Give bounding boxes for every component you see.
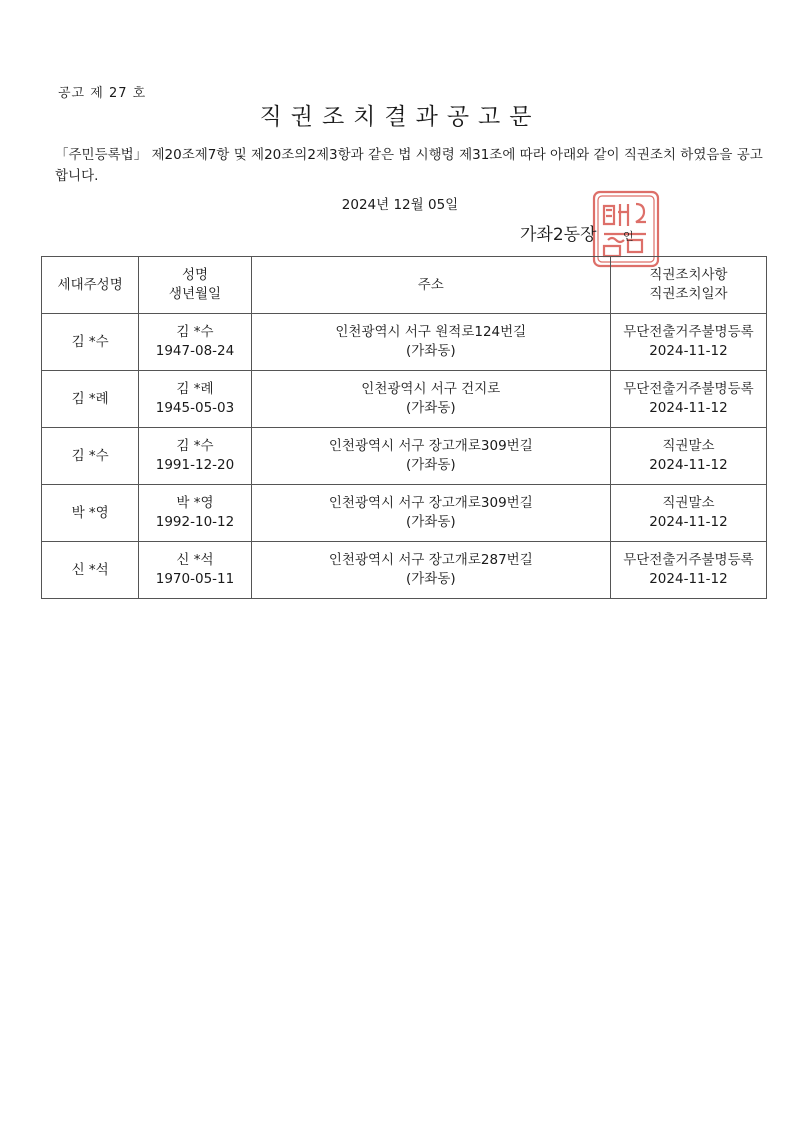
address-district: (가좌동)	[405, 343, 456, 359]
household-head-name: 김 *수	[71, 333, 109, 350]
address-district: (가좌동)	[405, 514, 456, 530]
name-birthdate-cell	[139, 485, 251, 542]
household-head-name: 김 *수	[71, 447, 109, 464]
person-birthdate: 1945-05-03	[155, 400, 235, 416]
table-body	[42, 314, 767, 599]
address-line: 인천광역시 서구 장고개로309번길	[328, 438, 533, 454]
table-row	[42, 485, 767, 542]
address-line: 인천광역시 서구 원적로124번길	[335, 324, 527, 340]
notice-date: 2024년 12월 05일	[341, 197, 459, 213]
action-date: 2024-11-12	[649, 343, 728, 359]
person-birthdate: 1947-08-24	[155, 343, 235, 359]
column-header-address: 주소	[251, 257, 610, 314]
person-birthdate: 1970-05-11	[155, 571, 235, 587]
address-cell	[251, 371, 610, 428]
action-type: 직권말소	[662, 495, 715, 511]
household-head-name: 박 *영	[71, 504, 109, 521]
action-cell	[610, 314, 766, 371]
person-name: 신 *석	[176, 552, 214, 568]
notice-table	[41, 256, 767, 599]
column-header-name: 성명	[181, 267, 209, 283]
column-header-action-type: 직권조치사항	[649, 267, 728, 283]
household-head-name: 김 *례	[71, 390, 109, 407]
person-name: 박 *영	[176, 495, 214, 511]
action-type: 무단전출거주불명등록	[623, 552, 754, 568]
action-type: 무단전출거주불명등록	[623, 381, 754, 397]
action-cell	[610, 542, 766, 599]
table-row	[42, 371, 767, 428]
name-birthdate-cell	[139, 314, 251, 371]
action-cell	[610, 428, 766, 485]
person-birthdate: 1992-10-12	[155, 514, 235, 530]
action-cell	[610, 485, 766, 542]
name-birthdate-cell	[139, 428, 251, 485]
table-row	[42, 314, 767, 371]
address-cell	[251, 542, 610, 599]
column-header-action	[610, 257, 766, 314]
address-district: (가좌동)	[405, 400, 456, 416]
household-head-cell	[42, 371, 139, 428]
address-cell	[251, 485, 610, 542]
household-head-name: 신 *석	[71, 561, 109, 578]
column-header-household-head: 세대주성명	[42, 257, 139, 314]
address-line: 인천광역시 서구 장고개로309번길	[328, 495, 533, 511]
column-header-birthdate: 생년월일	[168, 286, 222, 302]
address-cell	[251, 428, 610, 485]
address-district: (가좌동)	[405, 457, 456, 473]
household-head-cell	[42, 542, 139, 599]
address-line: 인천광역시 서구 건지로	[361, 381, 501, 397]
notice-number: 공고 제 27 호	[58, 86, 147, 101]
column-header-name-birthdate	[139, 257, 251, 314]
household-head-cell	[42, 485, 139, 542]
column-header-action-date: 직권조치일자	[649, 286, 728, 302]
table-row	[42, 542, 767, 599]
address-line: 인천광역시 서구 장고개로287번길	[328, 552, 533, 568]
action-date: 2024-11-12	[649, 400, 728, 416]
household-head-cell	[42, 314, 139, 371]
action-type: 무단전출거주불명등록	[623, 324, 754, 340]
person-name: 김 *수	[176, 438, 214, 454]
action-cell	[610, 371, 766, 428]
household-head-cell	[42, 428, 139, 485]
name-birthdate-cell	[139, 542, 251, 599]
person-name: 김 *례	[176, 381, 214, 397]
seal-mark-label: 인	[623, 230, 634, 243]
person-birthdate: 1991-12-20	[155, 457, 235, 473]
table-row	[42, 428, 767, 485]
notice-body-text: 「주민등록법」 제20조제7항 및 제20조의2제3항과 같은 법 시행령 제31조에 따라 아래와 같이 직권조치 하였음을 공고합니다.	[55, 147, 763, 184]
page-title: 직권조치결과공고문	[259, 104, 541, 130]
name-birthdate-cell	[139, 371, 251, 428]
table-header-row	[42, 257, 767, 314]
action-date: 2024-11-12	[649, 457, 728, 473]
action-date: 2024-11-12	[649, 571, 728, 587]
action-date: 2024-11-12	[649, 514, 728, 530]
address-district: (가좌동)	[405, 571, 456, 587]
action-type: 직권말소	[662, 438, 715, 454]
address-cell	[251, 314, 610, 371]
issuer-name: 가좌2동장	[520, 225, 597, 245]
person-name: 김 *수	[176, 324, 214, 340]
